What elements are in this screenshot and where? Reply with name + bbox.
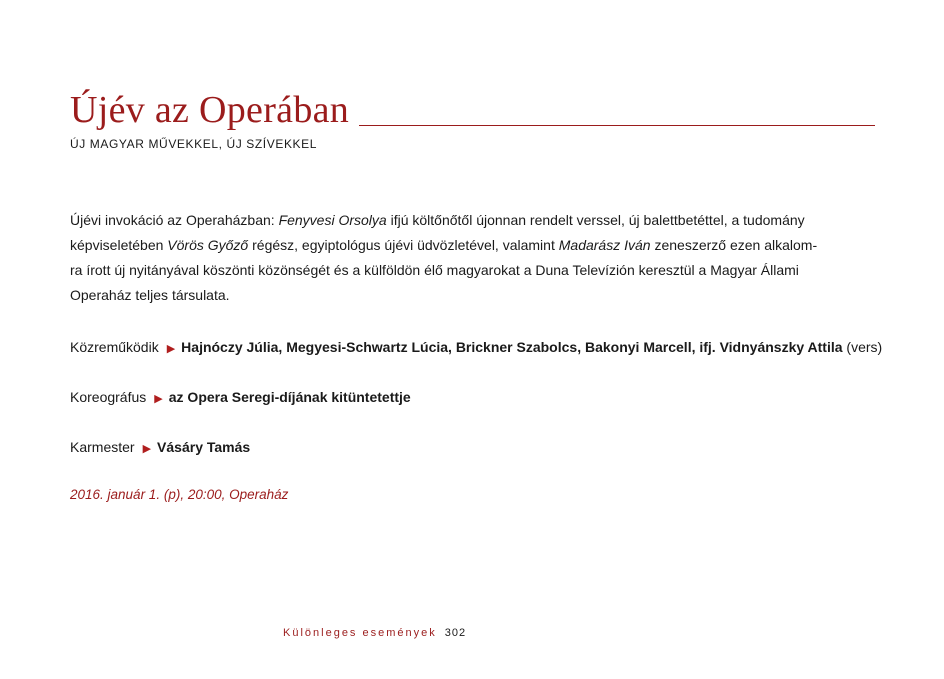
intro-line-3: ra írott új nyitányával köszönti közönségét és a külföldön élő magyarokat a Duna Televízión keresztül a Magyar Állami <box>70 262 799 278</box>
intro-line-2 <box>70 233 870 258</box>
poet-name: Fenyvesi Orsolya <box>278 212 387 228</box>
page-subtitle: ÚJ MAGYAR MŰVEKKEL, ÚJ SZÍVEKKEL <box>70 137 318 151</box>
credit-choreographer <box>70 387 411 409</box>
credit-note: (vers) <box>842 339 883 355</box>
page-title: Újév az Operában <box>70 89 350 131</box>
arrow-right-icon: ▶ <box>142 443 152 455</box>
credit-conductor <box>70 437 250 459</box>
intro-text: ifjú költőnőtől újonnan rendelt verssel, új balettbetéttel, a tudomány <box>386 212 805 228</box>
title-rule <box>359 125 875 126</box>
intro-line-4: Operaház teljes társulata. <box>70 287 230 303</box>
credit-names: az Opera Seregi-díjának kitüntetettje <box>168 389 411 405</box>
title-row <box>70 90 875 130</box>
arrow-right-icon: ▶ <box>154 393 163 405</box>
intro-paragraph <box>70 208 870 308</box>
credit-role: Karmester <box>70 439 135 455</box>
intro-text: zeneszerző ezen alkalom- <box>650 237 818 253</box>
intro-text: régész, egyiptológus újévi üdvözletével, valamint <box>248 237 559 253</box>
intro-text: képviseletében <box>70 237 168 253</box>
composer-name: Madarász Iván <box>558 237 651 253</box>
page-number: 302 <box>444 627 467 639</box>
credit-names: Hajnóczy Júlia, Megyesi-Schwartz Lúcia, Brickner Szabolcs, Bakonyi Marcell, ifj. Vidnyánszky Attila <box>181 339 843 355</box>
arrow-right-icon: ▶ <box>166 343 176 355</box>
archaeologist-name: Vörös Győző <box>167 237 249 253</box>
credit-names: Vásáry Tamás <box>157 439 251 455</box>
credit-performers <box>70 337 882 359</box>
credit-role: Koreográfus <box>70 389 147 405</box>
intro-line-1 <box>70 208 870 233</box>
intro-text: Újévi invokáció az Operaházban: <box>70 212 279 228</box>
credit-role: Közreműködik <box>70 339 159 355</box>
footer-section: Különleges események <box>283 627 437 639</box>
event-date: 2016. január 1. (p), 20:00, Operaház <box>70 487 289 502</box>
page-footer <box>283 627 466 639</box>
